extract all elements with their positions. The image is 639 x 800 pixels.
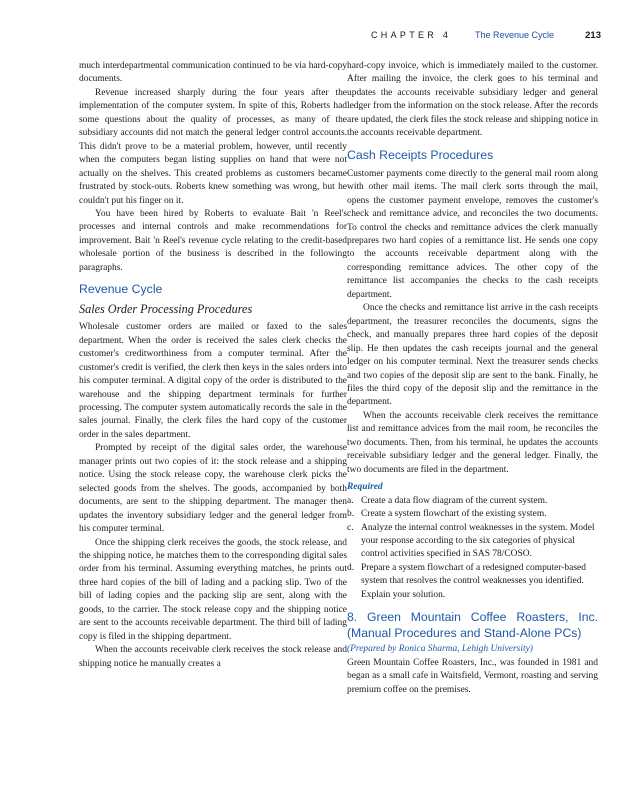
paragraph: Once the checks and remittance list arrive in the cash receipts department, the treasurer reconciles the documents, signs the check, and manually prepares three hard copies of the deposit slip. He then updates the cash receipts journal and the general ledger on his computer terminal. Next the treasurer sends checks and two copies of the deposit slip are sent to the bank. Finally, he files the third copy of the deposit slip and the remittance in the department.	[347, 303, 598, 408]
section-heading-cash-receipts: Cash Receipts Procedures	[347, 147, 494, 162]
item-text: Create a system flowchart of the existing system.	[361, 509, 547, 520]
paragraph: You have been hired by Roberts to evaluate Bait 'n Reel's processes and internal controls and make recommendations for improvement. Bait 'n Reel's revenue cycle relating to the credit-based wholesale portion of the business is described in the following paragraphs.	[79, 208, 347, 273]
item-letter: c.	[347, 522, 354, 533]
paragraph: When the accounts receivable clerk receives the stock release and shipping notice he manually creates a	[79, 645, 347, 669]
item-text: Analyze the internal control weaknesses in the system. Model your response according to the six categories of physical control activities specified in SAS 78/COSO.	[361, 522, 595, 560]
left-column	[79, 60, 347, 671]
item-text: Prepare a system flowchart of a redesigned computer-based system that resolves the control weaknesses you identified. Explain your solution.	[361, 562, 586, 600]
item-letter: a.	[347, 495, 354, 506]
required-list	[347, 495, 598, 603]
item-letter: d.	[347, 562, 355, 573]
item-text: Create a data flow diagram of the current system.	[361, 495, 548, 506]
chapter-label: CHAPTER 4	[371, 30, 452, 40]
paragraph: When the accounts receivable clerk receives the remittance list and remittance advices from the mail room, he reconciles the two documents. Then, from his terminal, he updates the accounts receivable subsidiary ledger and the general ledger. Finally, the two documents are filed in the department.	[347, 410, 598, 475]
running-header	[60, 30, 601, 44]
item-letter: b.	[347, 509, 355, 520]
section-title: The Revenue Cycle	[475, 30, 555, 40]
right-column	[347, 60, 598, 697]
paragraph: Customer payments come directly to the general mail room along with other mail items. The mail clerk sorts through the mail, opens the customer payment envelope, removes the customer's check and remittance advice, and reconciles the two documents. To control the checks and remittance advices the clerk manually prepares two hard copies of a remittance list. He sends one copy to the accounts receivable department along with the corresponding remittance advices. The other copy of the remittance list accompanies the checks to the cash receipts department.	[347, 168, 598, 300]
section-heading-revenue-cycle: Revenue Cycle	[79, 282, 163, 297]
case-title: 8. Green Mountain Coffee Roasters, Inc. (Manual Procedures and Stand-Alone PCs)	[347, 610, 598, 640]
list-item	[347, 562, 598, 602]
page-number: 213	[585, 30, 601, 41]
list-item	[347, 522, 598, 562]
list-item	[347, 495, 598, 508]
paragraph: Prompted by receipt of the digital sales order, the warehouse manager prints out two copies of it: the stock release and a shipping notice. Using the stock release copy, the warehouse clerk picks the selected goods from the shelves. The goods, accompanied by both documents, are sent to the shipping department. The manager then updates the inventory subsidiary ledger and the general ledger from his computer terminal.	[79, 443, 347, 535]
paragraph: Once the shipping clerk receives the goods, the stock release, and the shipping notice, he matches them to the corresponding digital sales order from his terminal. Assuming everything matches, he prints out three hard copies of the bill of lading and a packing slip. Two of the bill of lading copies and the packing slip are sent, along with the goods, to the carrier. The stock release copy and the shipping notice are sent to the accounts receivable department. The third bill of lading copy is filed in the shipping department.	[79, 537, 347, 642]
paragraph: hard-copy invoice, which is immediately mailed to the customer. After mailing the invoice, the clerk goes to his terminal and updates the accounts receivable subsidiary ledger and general ledger from the information on the stock release. After the records are updated, the clerk files the stock release and shipping notice in the accounts receivable department.	[347, 61, 598, 139]
paragraph: Green Mountain Coffee Roasters, Inc., was founded in 1981 and began as a small cafe in Waitsfield, Vermont, roasting and serving premium coffee on the premises.	[347, 657, 598, 695]
list-item	[347, 508, 598, 521]
paragraph: Revenue increased sharply during the four years after the implementation of the computer system. In spite of this, Roberts had some questions about the quality of processes, as many of the subsidiary accounts did not match the general ledger control accounts. This didn't prove to be a material problem, however, until recently when the computers began listing supplies on hand that were not actually on the shelves. This created problems as customers became frustrated by stock-outs. Roberts knew something was wrong, but he couldn't put his finger on it.	[79, 87, 347, 206]
subheading-sales-order-processing: Sales Order Processing Procedures	[79, 302, 253, 317]
required-heading: Required	[347, 482, 383, 493]
case-author-credit: (Prepared by Ronica Sharma, Lehigh University)	[347, 644, 533, 655]
paragraph: Wholesale customer orders are mailed or faxed to the sales department. When the order is received the sales clerk checks the customer's creditworthiness from a computer terminal. After the customer's credit is verified, the clerk then keys in the sales orders into his computer terminal. A digital copy of the order is distributed to the warehouse and the shipping department terminals for further processing. The computer system automatically records the sale in the sales journal. Finally, the clerk files the hard copy of the customer order in the sales department.	[79, 322, 347, 440]
paragraph: much interdepartmental communication continued to be via hard-copy documents.	[79, 61, 347, 85]
